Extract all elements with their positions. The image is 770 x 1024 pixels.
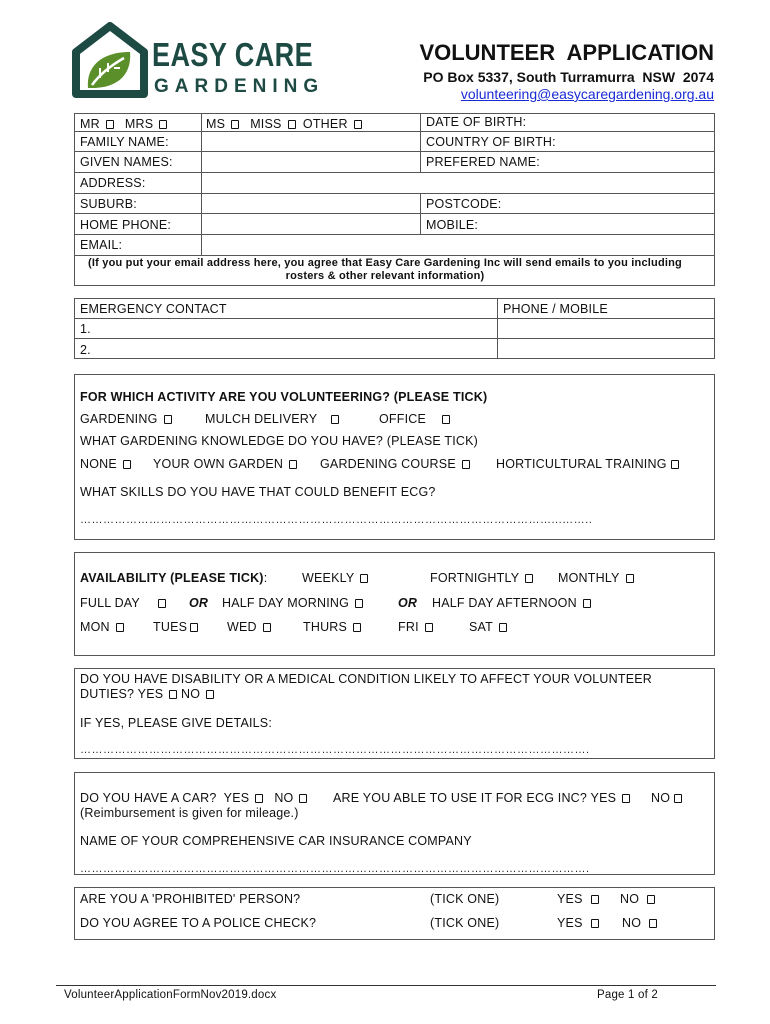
medical-details-line[interactable]: ……………………………………………………………………………………………………………………. [80, 744, 590, 756]
gardening-checkbox[interactable] [164, 415, 172, 424]
office-checkbox[interactable] [442, 415, 450, 424]
car-use-no-label: NO [651, 791, 671, 805]
mon-label: MON [80, 620, 110, 634]
own-garden-checkbox[interactable] [289, 460, 297, 469]
police-yes-checkbox[interactable] [591, 919, 599, 928]
prohibited-yes-option [557, 892, 599, 906]
car-use-yes-checkbox[interactable] [622, 794, 630, 803]
miss-checkbox[interactable] [288, 120, 296, 129]
availability-heading: AVAILABILITY (PLEASE TICK) [80, 571, 264, 585]
skills-question: WHAT SKILLS DO YOU HAVE THAT COULD BENEFIT ECG? [80, 485, 436, 499]
weekly-checkbox[interactable] [360, 574, 368, 583]
postcode-label: POSTCODE: [426, 197, 502, 211]
full-day-option [80, 596, 166, 610]
sat-label: SAT [469, 620, 493, 634]
fri-label: FRI [398, 620, 419, 634]
title-mr-label: MR [80, 117, 100, 131]
given-names-label: GIVEN NAMES: [80, 155, 173, 169]
half-afternoon-option [432, 596, 591, 610]
activity-question: FOR WHICH ACTIVITY ARE YOU VOLUNTEERING? (PLEASE TICK) [80, 390, 488, 404]
tues-checkbox[interactable] [190, 623, 198, 632]
half-afternoon-checkbox[interactable] [583, 599, 591, 608]
dob-field[interactable] [532, 114, 714, 131]
none-label: NONE [80, 457, 117, 471]
monthly-label: MONTHLY [558, 571, 620, 585]
car-use-no-option [651, 791, 682, 805]
wed-checkbox[interactable] [263, 623, 271, 632]
insurance-label: NAME OF YOUR COMPREHENSIVE CAR INSURANCE COMPANY [80, 834, 472, 848]
fri-option [398, 620, 433, 634]
mulch-label: MULCH DELIVERY [205, 412, 318, 426]
half-morning-option [222, 596, 363, 610]
horticultural-checkbox[interactable] [671, 460, 679, 469]
tues-label: TUES [153, 620, 188, 634]
course-label: GARDENING COURSE [320, 457, 456, 471]
footer-filename: VolunteerApplicationFormNov2019.docx [64, 989, 277, 1001]
wed-option [227, 620, 271, 634]
mobile-label: MOBILE: [426, 218, 479, 232]
dob-label: DATE OF BIRTH: [426, 115, 527, 129]
skills-answer-line[interactable]: ……………………………………………………………………………………………………………...…….. [80, 514, 593, 526]
thurs-checkbox[interactable] [353, 623, 361, 632]
car-question [80, 791, 307, 805]
home-phone-label: HOME PHONE: [80, 218, 172, 232]
title-other-label: OTHER [302, 117, 348, 131]
car-use-text: ARE YOU ABLE TO USE IT FOR ECG INC? [333, 791, 588, 805]
police-yes-label: YES [557, 916, 583, 930]
mon-option [80, 620, 124, 634]
availability-box [74, 552, 715, 656]
contact-email-link[interactable]: volunteering@easycaregardening.org.au [460, 86, 714, 102]
car-yes-checkbox[interactable] [255, 794, 263, 803]
emergency-phone-label: PHONE / MOBILE [503, 302, 608, 316]
medical-yes-label: YES [137, 687, 164, 701]
title-ms-label: MS [206, 117, 226, 131]
horticultural-option [496, 457, 679, 471]
title-mrs-label: MRS [124, 117, 154, 131]
none-checkbox[interactable] [123, 460, 131, 469]
address-field[interactable] [202, 173, 714, 193]
emergency-row-1: 1. [80, 322, 91, 336]
availability-label [80, 571, 267, 585]
wed-label: WED [227, 620, 257, 634]
or-separator-2: OR [398, 596, 418, 610]
medical-duties-text: DUTIES? [80, 687, 135, 701]
family-name-label: FAMILY NAME: [80, 135, 169, 149]
given-names-field[interactable] [202, 152, 420, 172]
half-morning-checkbox[interactable] [355, 599, 363, 608]
or-separator-1: OR [189, 596, 209, 610]
email-field[interactable] [202, 235, 714, 255]
full-day-checkbox[interactable] [158, 599, 166, 608]
emergency-row-2: 2. [80, 343, 91, 357]
email-consent-note-1: (If you put your email address here, you agree that Easy Care Gardening Inc will send emails to you including [88, 257, 682, 269]
postal-address: PO Box 5337, South Turramurra NSW 2074 [423, 69, 714, 85]
weekly-label: WEEKLY [302, 571, 355, 585]
police-no-checkbox[interactable] [649, 919, 657, 928]
car-question-text: DO YOU HAVE A CAR? [80, 791, 217, 805]
other-checkbox[interactable] [354, 120, 362, 129]
own-garden-label: YOUR OWN GARDEN [153, 457, 284, 471]
own-garden-option [153, 457, 297, 471]
car-use-question [333, 791, 630, 805]
logo [70, 22, 325, 98]
logo-text-easy-care: EASY CARE [152, 36, 314, 73]
half-afternoon-label: HALF DAY AFTERNOON [432, 596, 577, 610]
car-yes-label: YES [223, 791, 250, 805]
fortnightly-checkbox[interactable] [525, 574, 533, 583]
email-label: EMAIL: [80, 238, 123, 252]
email-consent-note-2: rosters & other relevant information) [285, 270, 485, 282]
insurance-answer-line[interactable]: ……………………………………………………………………………………………………………………. [80, 863, 590, 875]
preferred-name-label: PREFERED NAME: [426, 155, 540, 169]
prohibited-no-label: NO [620, 892, 640, 906]
mr-checkbox[interactable] [106, 120, 114, 129]
office-label: OFFICE [379, 412, 427, 426]
full-day-label: FULL DAY [80, 596, 140, 610]
sat-option [469, 620, 507, 634]
police-check-question: DO YOU AGREE TO A POLICE CHECK? [80, 916, 317, 930]
car-box [74, 772, 715, 875]
medical-question-line1: DO YOU HAVE DISABILITY OR A MEDICAL CONDITION LIKELY TO AFFECT YOUR VOLUNTEER [80, 672, 653, 686]
tick-one-label-1: (TICK ONE) [430, 892, 500, 906]
medical-details-label: IF YES, PLEASE GIVE DETAILS: [80, 716, 273, 730]
footer-page-number: Page 1 of 2 [597, 989, 659, 1001]
medical-yes-checkbox[interactable] [169, 690, 177, 699]
address-label: ADDRESS: [80, 176, 146, 190]
fortnightly-option [430, 571, 533, 585]
medical-no-checkbox[interactable] [206, 690, 214, 699]
none-option [80, 457, 131, 471]
thurs-label: THURS [303, 620, 348, 634]
tues-option [153, 620, 198, 634]
tick-one-label-2: (TICK ONE) [430, 916, 500, 930]
title-options [80, 117, 167, 131]
prohibited-no-checkbox[interactable] [647, 895, 655, 904]
mon-checkbox[interactable] [116, 623, 124, 632]
logo-house-leaf-icon [70, 22, 150, 98]
fortnightly-label: FORTNIGHTLY [430, 571, 520, 585]
prohibited-yes-checkbox[interactable] [591, 895, 599, 904]
country-of-birth-label: COUNTRY OF BIRTH: [426, 135, 556, 149]
family-name-field[interactable] [202, 132, 420, 151]
title-options-2 [206, 117, 362, 131]
weekly-option [302, 571, 368, 585]
car-use-yes-label: YES [590, 791, 617, 805]
ms-checkbox[interactable] [231, 120, 239, 129]
monthly-checkbox[interactable] [626, 574, 634, 583]
emergency-contact-label: EMERGENCY CONTACT [80, 302, 227, 316]
horticultural-label: HORTICULTURAL TRAINING [496, 457, 667, 471]
prohibited-no-option [620, 892, 655, 906]
mulch-checkbox[interactable] [331, 415, 339, 424]
medical-question-line2 [80, 687, 214, 701]
police-no-option [622, 916, 657, 930]
sat-checkbox[interactable] [499, 623, 507, 632]
police-yes-option [557, 916, 599, 930]
fri-checkbox[interactable] [425, 623, 433, 632]
mrs-checkbox[interactable] [159, 120, 167, 129]
office-option [379, 412, 450, 426]
gardening-option [80, 412, 172, 426]
gardening-label: GARDENING [80, 412, 158, 426]
car-no-label: NO [274, 791, 294, 805]
mulch-option [205, 412, 339, 426]
thurs-option [303, 620, 361, 634]
title-miss-label: MISS [250, 117, 282, 131]
prohibited-question: ARE YOU A 'PROHIBITED' PERSON? [80, 892, 301, 906]
medical-no-label: NO [180, 687, 201, 701]
course-checkbox[interactable] [462, 460, 470, 469]
reimbursement-note: (Reimbursement is given for mileage.) [80, 806, 299, 820]
car-use-no-checkbox[interactable] [674, 794, 682, 803]
police-no-label: NO [622, 916, 642, 930]
page-title: VOLUNTEER APPLICATION [419, 40, 714, 65]
monthly-option [558, 571, 634, 585]
logo-text-gardening: GARDENING [154, 76, 325, 97]
car-no-checkbox[interactable] [299, 794, 307, 803]
prohibited-yes-label: YES [557, 892, 583, 906]
course-option [320, 457, 470, 471]
suburb-label: SUBURB: [80, 197, 137, 211]
half-morning-label: HALF DAY MORNING [222, 596, 350, 610]
knowledge-question: WHAT GARDENING KNOWLEDGE DO YOU HAVE? (PLEASE TICK) [80, 434, 479, 448]
availability-colon: : [263, 571, 268, 585]
